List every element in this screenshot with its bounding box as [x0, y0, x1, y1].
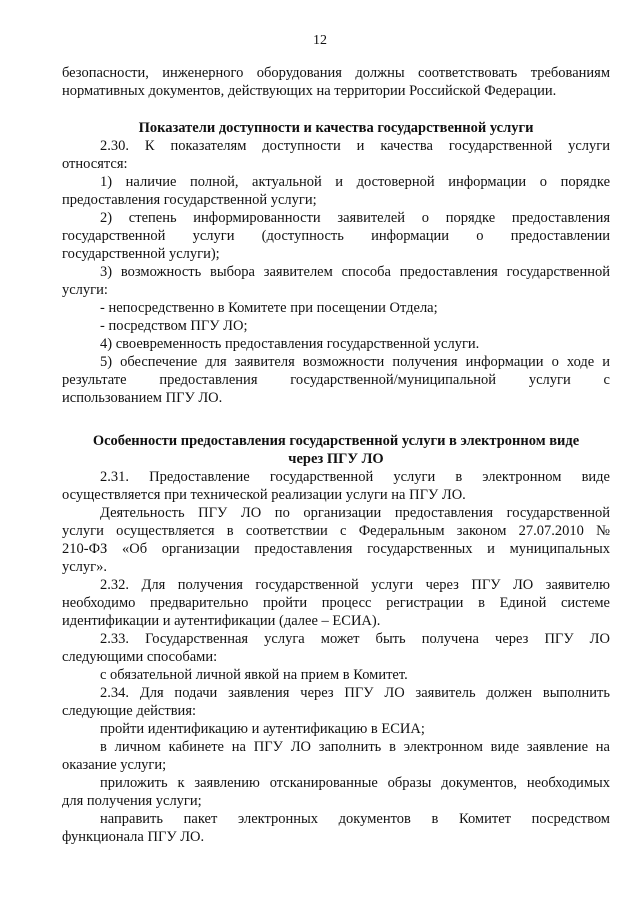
text-line: результате предоставления государственной/муниципальной услуги с [62, 372, 610, 388]
text-line: 5) обеспечение для заявителя возможности получения информации о ходе и [100, 354, 610, 370]
text-line: идентификации и аутентификации (далее – ЕСИА). [62, 613, 381, 629]
text-line: 2.32. Для получения государственной услуги через ПГУ ЛО заявителю [100, 577, 610, 593]
text-line: - непосредственно в Комитете при посещении Отдела; [100, 300, 438, 316]
text-line: 2.33. Государственная услуга может быть получена через ПГУ ЛО [100, 631, 610, 647]
text-line: относятся: [62, 156, 128, 172]
text-line: с обязательной личной явкой на прием в Комитет. [100, 667, 408, 683]
text-line: следующими способами: [62, 649, 218, 665]
text-line: приложить к заявлению отсканированные образы документов, необходимых [100, 775, 610, 791]
text-line: 1) наличие полной, актуальной и достоверной информации о порядке [100, 174, 610, 190]
text-line: 2.34. Для подачи заявления через ПГУ ЛО заявитель должен выполнить [100, 685, 610, 701]
text-line: 2.30. К показателям доступности и качества государственной услуги [100, 138, 610, 154]
text-line: 3) возможность выбора заявителем способа предоставления государственной [100, 264, 610, 280]
text-line: направить пакет электронных документов в Комитет посредством [100, 811, 610, 827]
text-line: 4) своевременность предоставления государственной услуги. [100, 336, 480, 352]
text-line: - посредством ПГУ ЛО; [100, 318, 248, 334]
text-line: государственной услуги (доступность информации о предоставлении [62, 228, 610, 244]
text-line: безопасности, инженерного оборудования должны соответствовать требованиям [62, 65, 610, 81]
section-heading-line: Особенности предоставления государственной услуги в электронном виде [92, 433, 580, 449]
text-line: для получения услуги; [62, 793, 202, 809]
text-line: необходимо предварительно пройти процесс регистрации в Единой системе [62, 595, 610, 611]
text-line: предоставления государственной услуги; [62, 192, 317, 208]
text-line: государственной услуги); [62, 246, 220, 262]
text-line: пройти идентификацию и аутентификацию в ЕСИА; [100, 721, 425, 737]
text-line: 2) степень информированности заявителей о порядке предоставления [100, 210, 610, 226]
text-line: оказание услуги; [62, 757, 167, 773]
text-line: услуги осуществляется в соответствии с Федеральным законом 27.07.2010 № [62, 523, 610, 539]
text-line: в личном кабинете на ПГУ ЛО заполнить в электронном виде заявление на [100, 739, 610, 755]
text-line: 210-ФЗ «Об организации предоставления государственных и муниципальных [62, 541, 610, 557]
text-line: осуществляется при технической реализации услуги на ПГУ ЛО. [62, 487, 466, 503]
page-number: 12 [313, 33, 327, 48]
text-line: Деятельность ПГУ ЛО по организации предоставления государственной [100, 505, 610, 521]
text-line: услуг». [62, 559, 107, 575]
text-line: услуги: [62, 282, 108, 298]
text-line: функционала ПГУ ЛО. [62, 829, 205, 845]
text-line: 2.31. Предоставление государственной услуги в электронном виде [100, 469, 610, 485]
section-heading-line: через ПГУ ЛО [288, 451, 384, 467]
section-heading-line: Показатели доступности и качества государственной услуги [138, 120, 534, 136]
text-line: использованием ПГУ ЛО. [62, 390, 223, 406]
text-line: следующие действия: [62, 703, 197, 719]
text-line: нормативных документов, действующих на территории Российской Федерации. [62, 83, 557, 99]
